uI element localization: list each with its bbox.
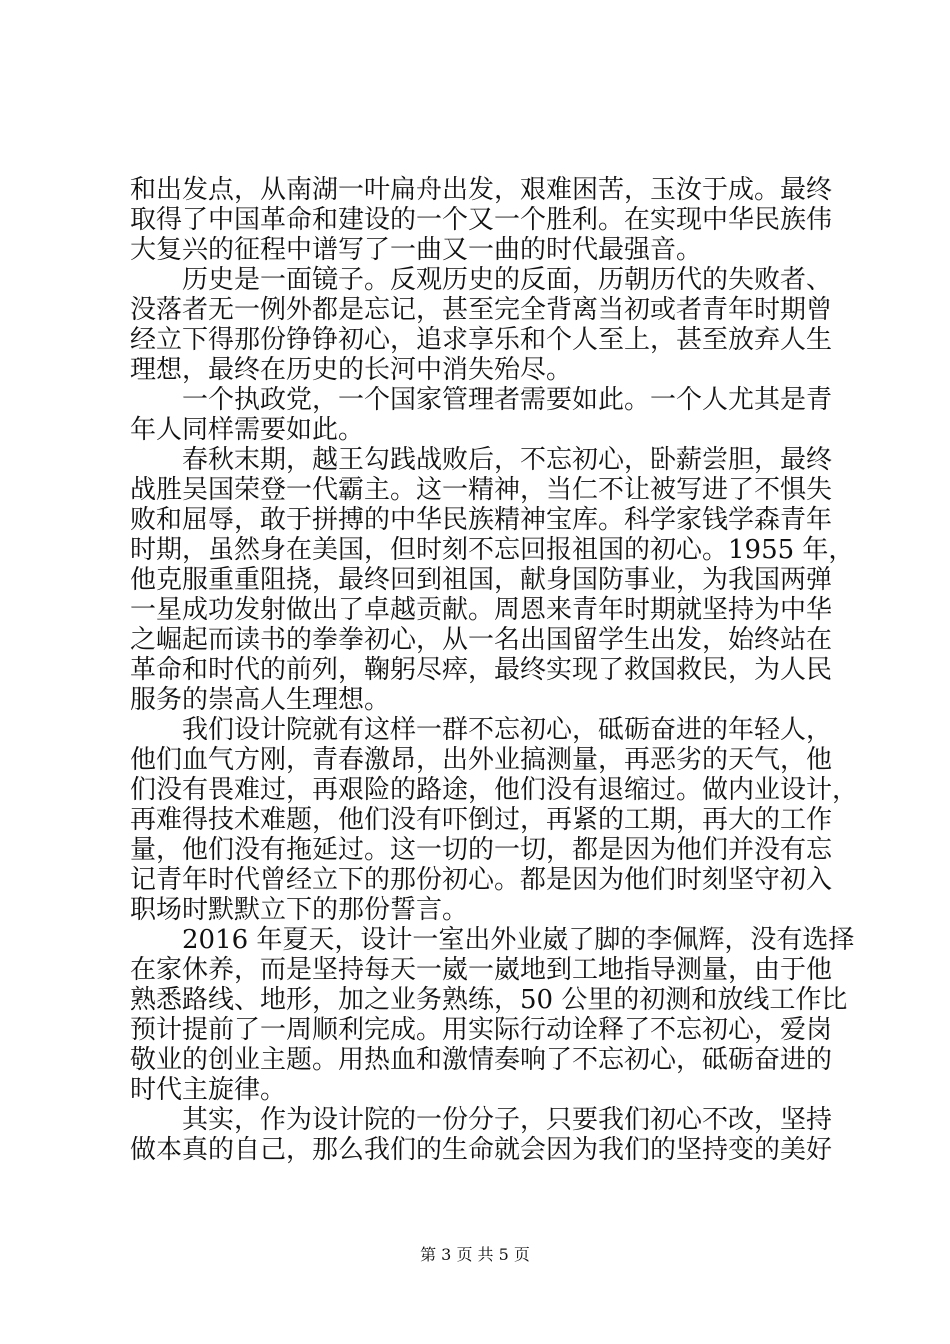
text-line: 理想，最终在历史的长河中消失殆尽。	[130, 355, 573, 385]
text-line: 熟悉路线、地形，加之业务熟练，50 公里的初测和放线工作比	[130, 985, 848, 1015]
text-line: 预计提前了一周顺利完成。用实际行动诠释了不忘初心，爱岗	[130, 1015, 833, 1045]
text-line: 他们血气方刚，青春激昂，出外业搞测量，再恶劣的天气，他	[130, 745, 833, 775]
text-line: 时代主旋律。	[130, 1075, 287, 1105]
text-line: 没落者无一例外都是忘记，甚至完全背离当初或者青年时期曾	[130, 295, 833, 325]
page-footer: 第 3 页 共 5 页	[420, 1245, 530, 1264]
text-line: 战胜吴国荣登一代霸主。这一精神，当仁不让被写进了不惧失	[130, 475, 833, 505]
body-text	[130, 175, 859, 1165]
text-line: 们没有畏难过，再艰险的路途，他们没有退缩过。做内业设计，	[130, 775, 859, 805]
text-line: 再难得技术难题，他们没有吓倒过，再紧的工期，再大的工作	[130, 805, 833, 835]
text-line: 之崛起而读书的拳拳初心，从一名出国留学生出发，始终站在	[130, 625, 833, 655]
text-line: 和出发点，从南湖一叶扁舟出发，艰难困苦，玉汝于成。最终	[130, 175, 833, 205]
text-line: 他克服重重阻挠，最终回到祖国，献身国防事业，为我国两弹	[130, 565, 833, 595]
text-line: 革命和时代的前列，鞠躬尽瘁，最终实现了救国救民，为人民	[130, 655, 833, 685]
text-line: 服务的崇高人生理想。	[130, 685, 391, 715]
text-line: 年人同样需要如此。	[130, 415, 365, 445]
text-line: 一星成功发射做出了卓越贡献。周恩来青年时期就坚持为中华	[130, 595, 833, 625]
text-line: 历史是一面镜子。反观历史的反面，历朝历代的失败者、	[130, 265, 833, 295]
text-line: 敬业的创业主题。用热血和激情奏响了不忘初心，砥砺奋进的	[130, 1045, 833, 1075]
text-line: 量，他们没有拖延过。这一切的一切，都是因为他们并没有忘	[130, 835, 833, 865]
text-line: 我们设计院就有这样一群不忘初心，砥砺奋进的年轻人，	[130, 715, 833, 745]
text-line: 在家休养，而是坚持每天一崴一崴地到工地指导测量，由于他	[130, 955, 833, 985]
text-line: 经立下得那份铮铮初心，追求享乐和个人至上，甚至放弃人生	[130, 325, 833, 355]
text-line: 记青年时代曾经立下的那份初心。都是因为他们时刻坚守初入	[130, 865, 833, 895]
text-line: 2016 年夏天，设计一室出外业崴了脚的李佩辉，没有选择	[130, 925, 855, 955]
text-line: 其实，作为设计院的一份分子，只要我们初心不改，坚持	[130, 1105, 833, 1135]
text-line: 春秋末期，越王勾践战败后，不忘初心，卧薪尝胆，最终	[130, 445, 833, 475]
text-line: 取得了中国革命和建设的一个又一个胜利。在实现中华民族伟	[130, 205, 833, 235]
text-line: 做本真的自己，那么我们的生命就会因为我们的坚持变的美好	[130, 1135, 833, 1165]
text-line: 职场时默默立下的那份誓言。	[130, 895, 469, 925]
text-line: 败和屈辱，敢于拼搏的中华民族精神宝库。科学家钱学森青年	[130, 505, 833, 535]
text-line: 时期，虽然身在美国，但时刻不忘回报祖国的初心。1955 年，	[130, 535, 855, 565]
text-line: 一个执政党，一个国家管理者需要如此。一个人尤其是青	[130, 385, 833, 415]
text-line: 大复兴的征程中谱写了一曲又一曲的时代最强音。	[130, 235, 703, 265]
